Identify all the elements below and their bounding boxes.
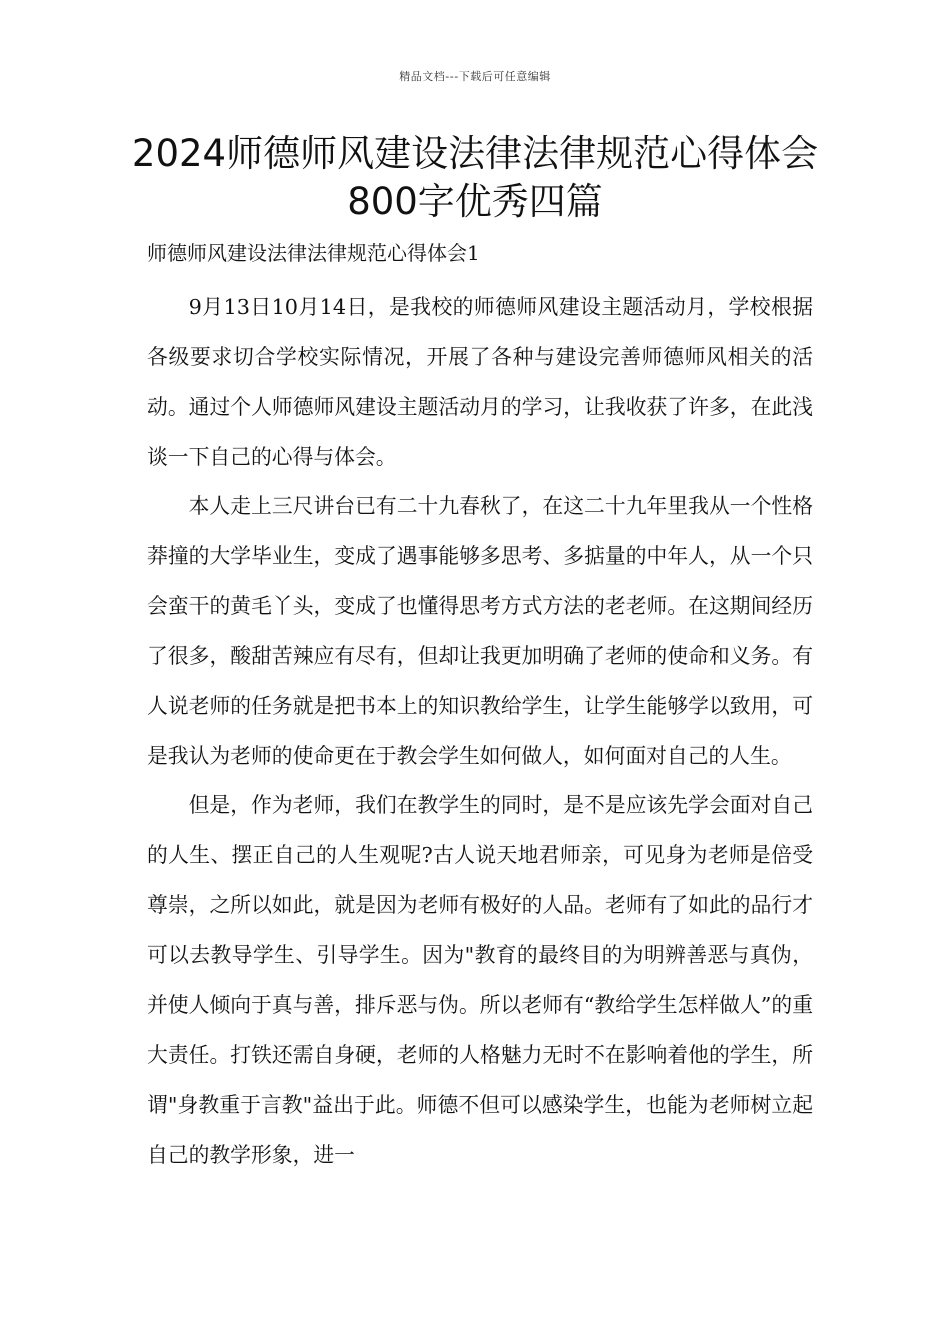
- paragraph: 但是，作为老师，我们在教学生的同时，是不是应该先学会面对自己的人生、摆正自己的人生观呢?古人说天地君师亲，可见身为老师是倍受尊崇，之所以如此，就是因为老师有极好的人品。老师有了如此的品行才可以去教导学生、引导学生。因为"教育的最终目的为明辨善恶与真伪，并使人倾向于真与善，排斥恶与伪。所以老师有“教给学生怎样做人”的重大责任。打铁还需自身硬，老师的人格魅力无时不在影响着他的学生，所谓"身教重于言教"益出于此。师德不但可以感染学生，也能为老师树立起自己的教学形象，进一: [147, 793, 813, 1167]
- document-title: 2024师德师风建设法律法律规范心得体会800字优秀四篇: [131, 132, 819, 223]
- paragraph: 9月13日10月14日，是我校的师德师风建设主题活动月，学校根据各级要求切合学校实际情况，开展了各种与建设完善师德师风相关的活动。通过个人师德师风建设主题活动月的学习，让我收获了许多，在此浅谈一下自己的心得与体会。: [147, 295, 813, 469]
- header-note: 精品文档---下载后可任意编辑: [399, 70, 551, 83]
- section-heading: 师德师风建设法律法律规范心得体会1: [147, 241, 480, 265]
- body-text: [147, 282, 813, 1179]
- paragraph: 本人走上三尺讲台已有二十九春秋了，在这二十九年里我从一个性格莽撞的大学毕业生，变成了遇事能够多思考、多掂量的中年人，从一个只会蛮干的黄毛丫头，变成了也懂得思考方式方法的老老师。在这期间经历了很多，酸甜苦辣应有尽有，但却让我更加明确了老师的使命和义务。有人说老师的任务就是把书本上的知识教给学生，让学生能够学以致用，可是我认为老师的使命更在于教会学生如何做人，如何面对自己的人生。: [147, 494, 813, 768]
